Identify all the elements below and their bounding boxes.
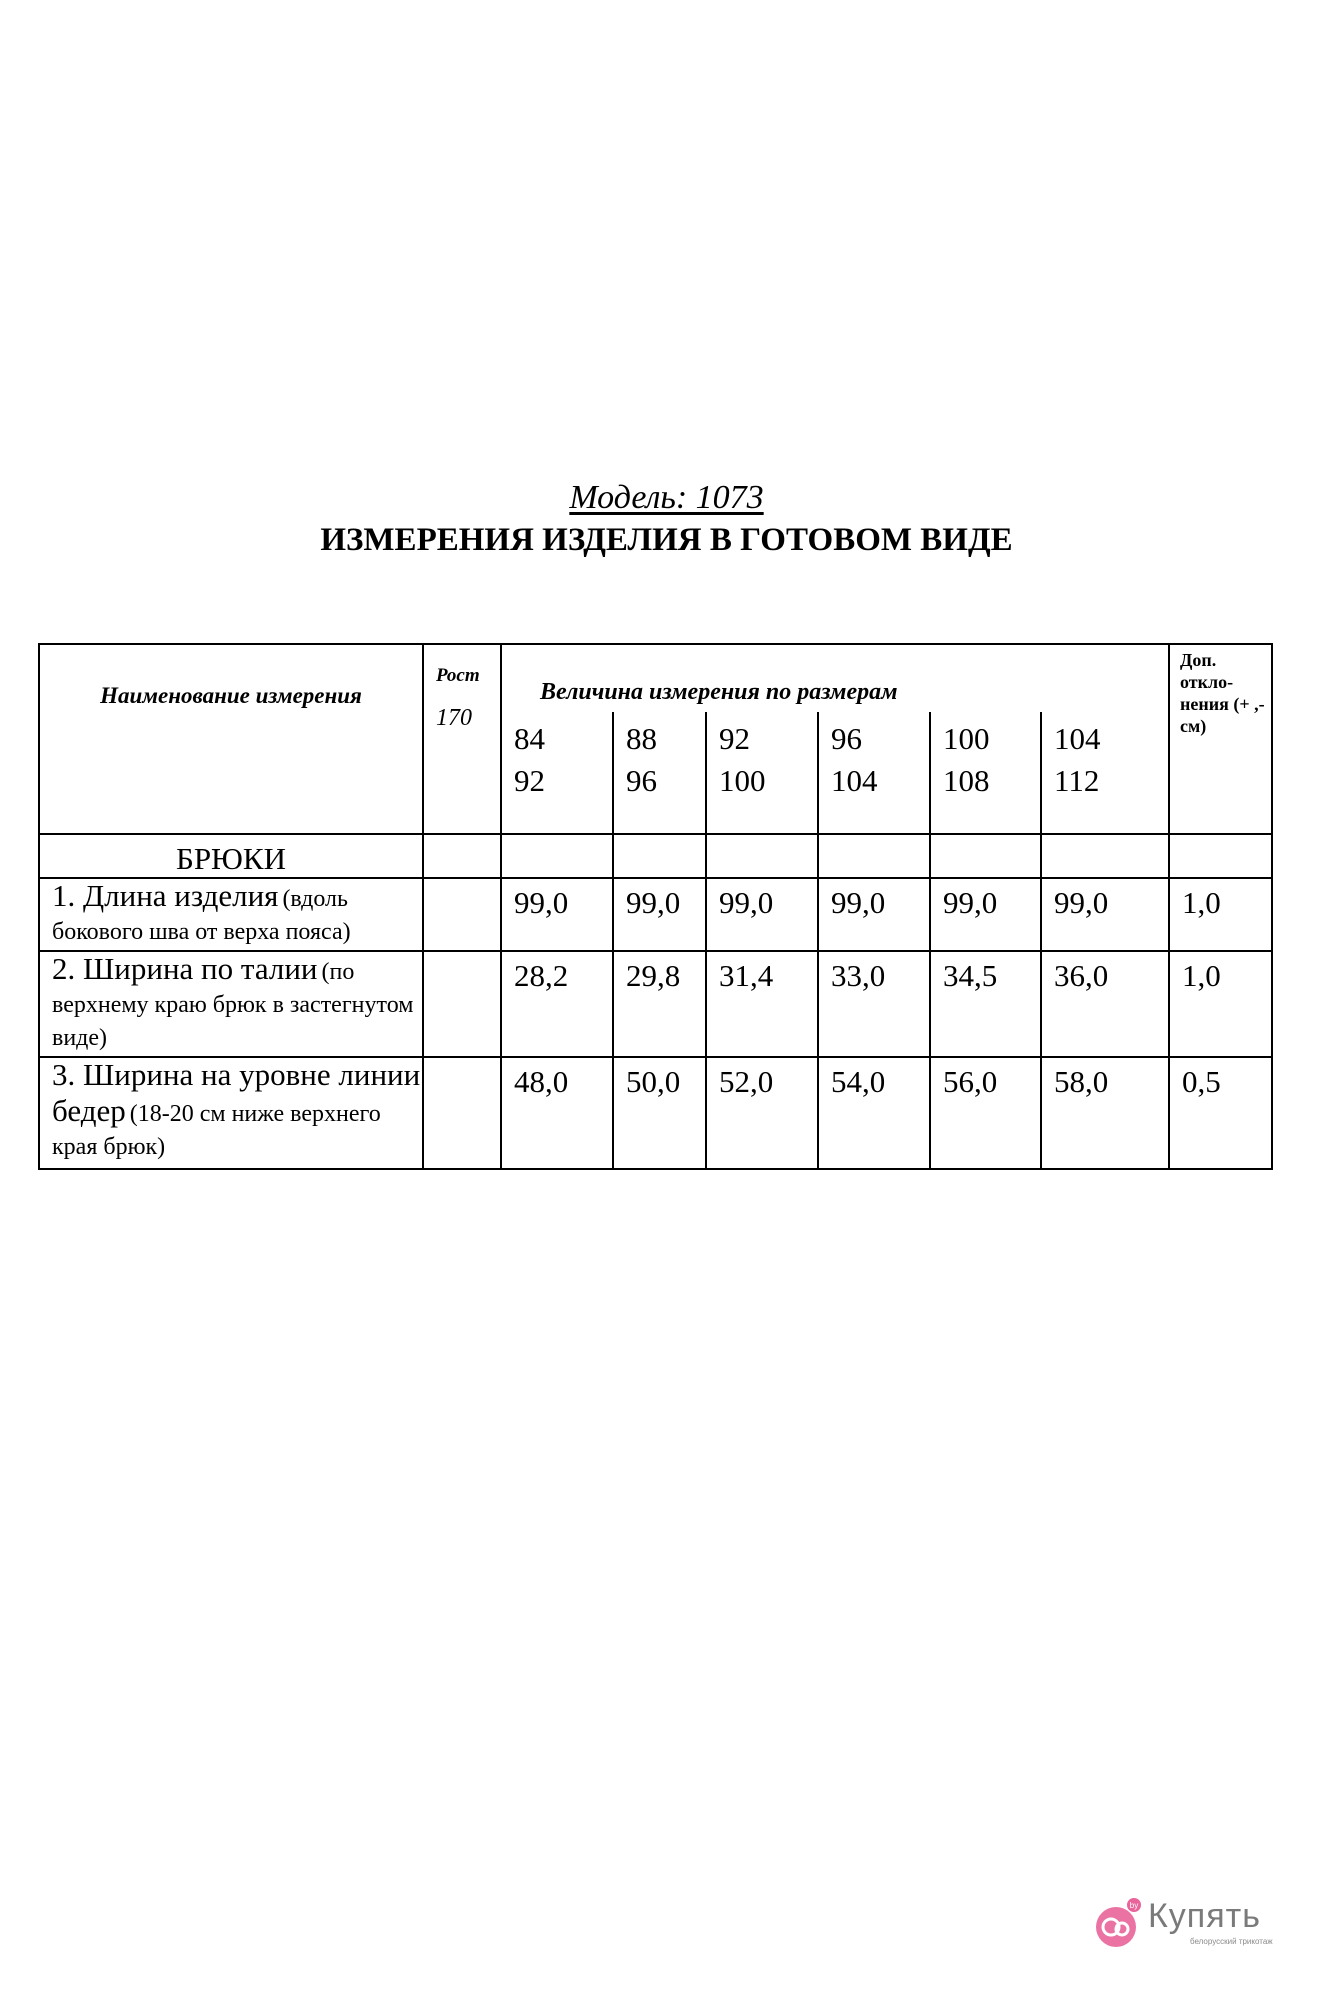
value-cell: 99,0 (930, 878, 1041, 951)
value-cell: 54,0 (818, 1057, 930, 1169)
header-measurement-name: Наименование измерения (39, 644, 423, 834)
height-value: 170 (436, 705, 472, 731)
value-cell: 52,0 (706, 1057, 818, 1169)
table-row (39, 878, 1272, 951)
logo-name: Купять (1148, 1897, 1261, 1935)
value-cell: 99,0 (706, 878, 818, 951)
table-row (39, 951, 1272, 1057)
page-title: ИЗМЕРЕНИЯ ИЗДЕЛИЯ В ГОТОВОМ ВИДЕ (320, 522, 1013, 558)
size-cell: 84 92 (501, 712, 613, 834)
row-name: 2. Ширина по талии (по верхнему краю брюк в застегнутом виде) (39, 951, 423, 1057)
header-height (423, 644, 501, 834)
row-name: 3. Ширина на уровне линии бедер (18-20 см ниже верхнего края брюк) (39, 1057, 423, 1169)
height-label: Рост (436, 665, 480, 686)
deviation-cell: 1,0 (1169, 951, 1272, 1057)
value-cell: 99,0 (613, 878, 706, 951)
row-name: 1. Длина изделия (вдоль бокового шва от верха пояса) (39, 878, 423, 951)
value-cell: 48,0 (501, 1057, 613, 1169)
value-cell: 99,0 (1041, 878, 1169, 951)
table-row (39, 1057, 1272, 1169)
value-cell: 28,2 (501, 951, 613, 1057)
section-row (39, 834, 1272, 878)
section-title: БРЮКИ (39, 834, 423, 878)
value-cell: 99,0 (818, 878, 930, 951)
value-cell: 34,5 (930, 951, 1041, 1057)
brand-logo (1090, 1895, 1290, 1955)
size-cell: 92 100 (706, 712, 818, 834)
header-deviation: Доп. откло- нения (+ ,-см) (1169, 644, 1272, 834)
value-cell: 36,0 (1041, 951, 1169, 1057)
size-cell: 96 104 (818, 712, 930, 834)
value-cell: 31,4 (706, 951, 818, 1057)
model-number: Модель: 1073 (569, 479, 764, 516)
deviation-cell: 0,5 (1169, 1057, 1272, 1169)
size-cell: 100 108 (930, 712, 1041, 834)
value-cell: 29,8 (613, 951, 706, 1057)
value-cell: 99,0 (501, 878, 613, 951)
measurement-table (38, 643, 1273, 1170)
value-cell: 50,0 (613, 1057, 706, 1169)
size-cell: 88 96 (613, 712, 706, 834)
size-cell: 104 112 (1041, 712, 1169, 834)
deviation-cell: 1,0 (1169, 878, 1272, 951)
logo-badge: by (1129, 1901, 1139, 1910)
value-cell: 33,0 (818, 951, 930, 1057)
value-cell: 56,0 (930, 1057, 1041, 1169)
logo-tagline: белорусский трикотаж (1190, 1937, 1273, 1946)
value-cell: 58,0 (1041, 1057, 1169, 1169)
header-size-values: Величина измерения по размерам (501, 644, 1169, 712)
logo-mark-icon (1090, 1895, 1146, 1951)
